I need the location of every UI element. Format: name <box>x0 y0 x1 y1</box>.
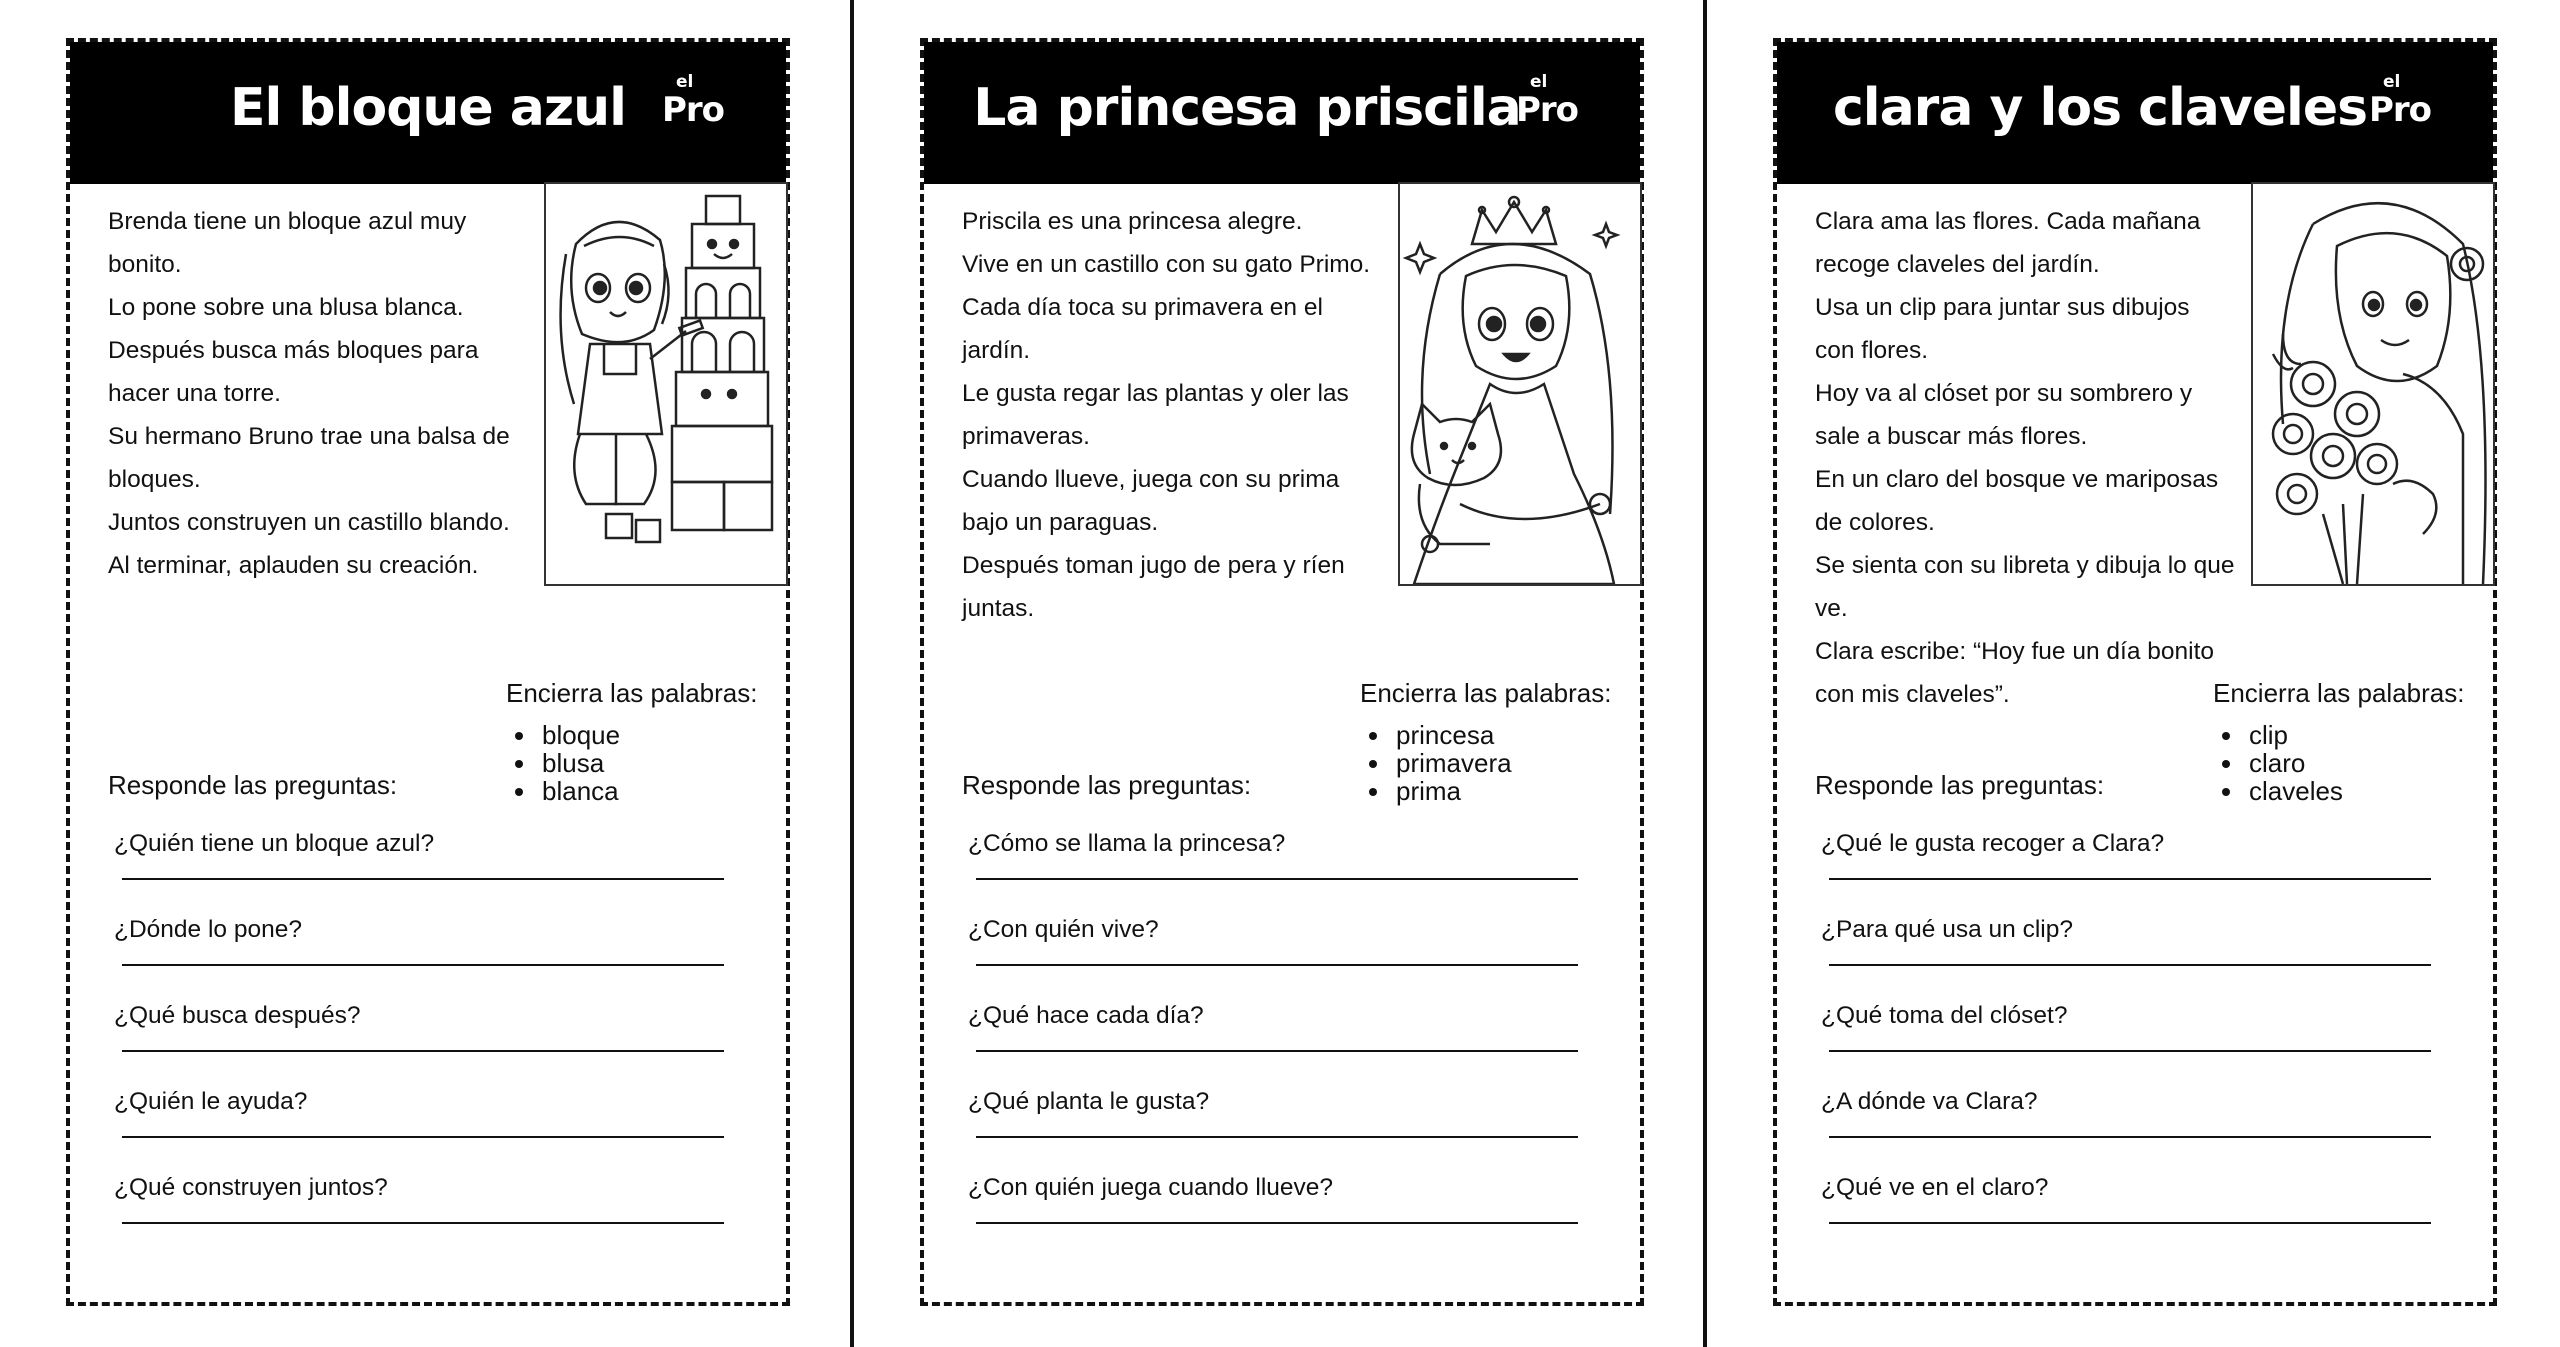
questions-title: Responde las preguntas: <box>108 770 398 800</box>
answer-line[interactable] <box>1829 964 2431 966</box>
circle-words-box <box>506 678 776 805</box>
circle-words-title: Encierra las palabras: <box>2213 678 2465 708</box>
question-item <box>1821 1002 2431 1062</box>
circle-word: • blanca <box>538 777 776 805</box>
card-header <box>1777 42 2493 184</box>
card-title: clara y los claveles <box>1832 78 2368 138</box>
circle-words-title: Encierra las palabras: <box>506 678 758 708</box>
question-text: ¿Para qué usa un clip? <box>1821 916 2073 943</box>
reading-card <box>920 38 1644 1306</box>
circle-words-list <box>506 721 776 805</box>
card-header <box>70 42 786 184</box>
circle-words-box <box>1360 678 1630 805</box>
question-item <box>1821 830 2431 890</box>
question-text: ¿Dónde lo pone? <box>114 916 302 943</box>
question-text: ¿Qué busca después? <box>114 1002 361 1029</box>
answer-line[interactable] <box>122 1222 724 1224</box>
answer-line[interactable] <box>1829 1222 2431 1224</box>
answer-line[interactable] <box>1829 878 2431 880</box>
card-header <box>924 42 1640 184</box>
circle-words-list <box>2213 721 2483 805</box>
question-item <box>968 1088 1578 1148</box>
story-text: Clara ama las flores. Cada mañana recoge claveles del jardín. Usa un clip para juntar sus dibujos con flores. Hoy va al clóset por su sombrero y sale a buscar más flores. En un claro del bosque ve mariposas de colores. Se sienta con su libreta y dibuja lo que ve. Clara escribe: “Hoy fue un día bonito con mis claveles”. <box>1815 208 2235 708</box>
answer-line[interactable] <box>976 878 1578 880</box>
card-title: El bloque azul <box>229 78 627 138</box>
circle-word: • princesa <box>1392 721 1630 749</box>
question-item <box>114 916 724 976</box>
question-text: ¿Qué construyen juntos? <box>114 1174 388 1201</box>
question-item <box>114 1002 724 1062</box>
question-item <box>114 1088 724 1148</box>
pro-logo: el Pro <box>1516 72 1579 130</box>
question-item <box>1821 1174 2431 1234</box>
question-item <box>1821 916 2431 976</box>
question-text: ¿Qué planta le gusta? <box>968 1088 1210 1115</box>
answer-line[interactable] <box>976 1136 1578 1138</box>
circle-word: • bloque <box>538 721 776 749</box>
answer-line[interactable] <box>122 878 724 880</box>
circle-word: • claveles <box>2245 777 2483 805</box>
question-text: ¿A dónde va Clara? <box>1821 1088 2038 1115</box>
girl-building-blocks-illustration <box>544 182 788 586</box>
question-text: ¿Qué toma del clóset? <box>1821 1002 2068 1029</box>
question-item <box>114 830 724 890</box>
question-text: ¿Con quién vive? <box>968 916 1159 943</box>
column-divider <box>1703 0 1707 1347</box>
question-text: ¿Quién le ayuda? <box>114 1088 308 1115</box>
questions-title: Responde las preguntas: <box>1815 770 2105 800</box>
question-item <box>968 1002 1578 1062</box>
circle-word: • prima <box>1392 777 1630 805</box>
card-title: La princesa priscila <box>973 78 1521 138</box>
question-item <box>968 1174 1578 1234</box>
question-text: ¿Quién tiene un bloque azul? <box>114 830 435 857</box>
questions-title: Responde las preguntas: <box>962 770 1252 800</box>
question-text: ¿Qué hace cada día? <box>968 1002 1204 1029</box>
question-item <box>968 830 1578 890</box>
question-text: ¿Qué le gusta recoger a Clara? <box>1821 830 2165 857</box>
answer-line[interactable] <box>122 1050 724 1052</box>
circle-word: • claro <box>2245 749 2483 777</box>
circle-word: • primavera <box>1392 749 1630 777</box>
girl-with-carnations-illustration <box>2251 182 2495 586</box>
circle-word: • clip <box>2245 721 2483 749</box>
question-item <box>114 1174 724 1234</box>
circle-words-box <box>2213 678 2483 805</box>
answer-line[interactable] <box>976 1050 1578 1052</box>
answer-line[interactable] <box>122 1136 724 1138</box>
answer-line[interactable] <box>976 964 1578 966</box>
question-text: ¿Qué ve en el claro? <box>1821 1174 2049 1201</box>
pro-logo: el Pro <box>662 72 725 130</box>
circle-words-list <box>1360 721 1630 805</box>
answer-line[interactable] <box>1829 1136 2431 1138</box>
reading-card <box>66 38 790 1306</box>
question-text: ¿Con quién juega cuando llueve? <box>968 1174 1334 1201</box>
answer-line[interactable] <box>976 1222 1578 1224</box>
princess-with-cat-illustration <box>1398 182 1642 586</box>
question-item <box>1821 1088 2431 1148</box>
circle-word: • blusa <box>538 749 776 777</box>
story-text: Brenda tiene un bloque azul muy bonito. Lo pone sobre una blusa blanca. Después busca más bloques para hacer una torre. Su hermano Bruno trae una balsa de bloques. Juntos construyen un castillo blando. Al terminar, aplauden su creación. <box>108 208 510 579</box>
answer-line[interactable] <box>122 964 724 966</box>
column-divider <box>850 0 854 1347</box>
reading-card <box>1773 38 2497 1306</box>
circle-words-title: Encierra las palabras: <box>1360 678 1612 708</box>
story-text: Priscila es una princesa alegre. Vive en un castillo con su gato Primo. Cada día toca su primavera en el jardín. Le gusta regar las plantas y oler las primaveras. Cuando llueve, juega con su prima bajo un paraguas. Después toman jugo de pera y ríen juntas. <box>962 208 1371 622</box>
pro-logo: el Pro <box>2369 72 2432 130</box>
answer-line[interactable] <box>1829 1050 2431 1052</box>
question-text: ¿Cómo se llama la princesa? <box>968 830 1286 857</box>
question-item <box>968 916 1578 976</box>
